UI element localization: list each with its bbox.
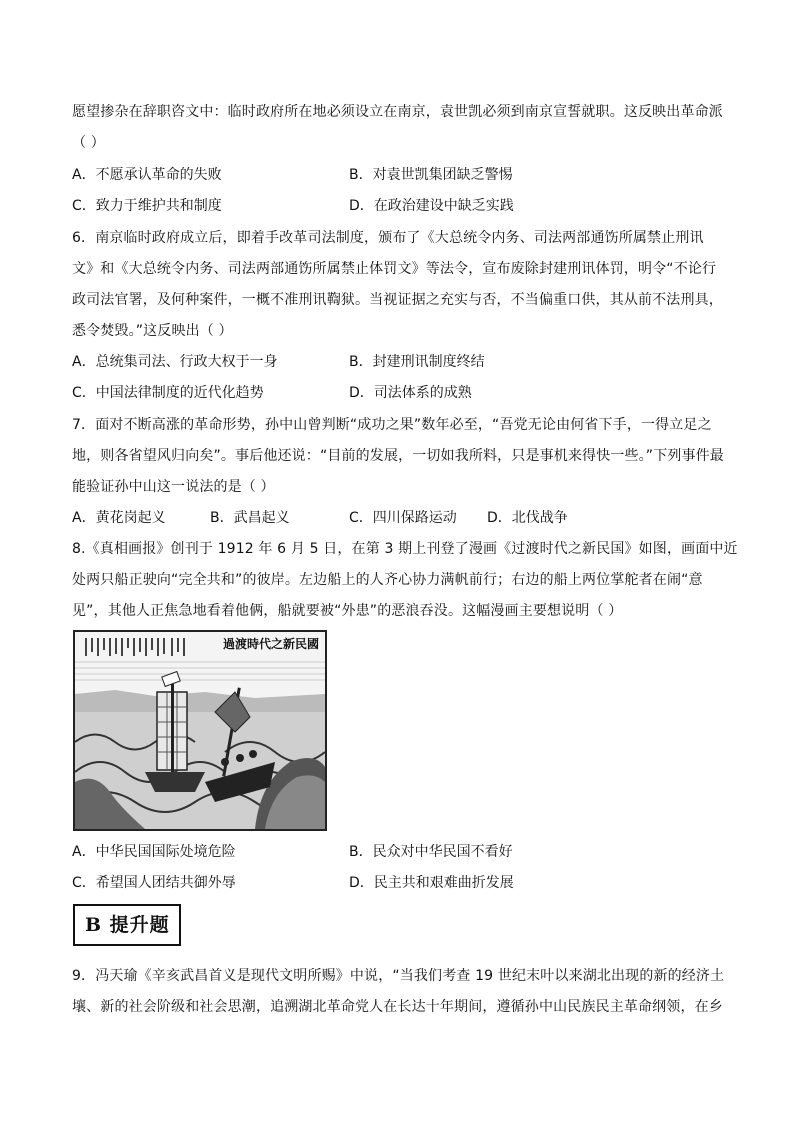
q8-option-d[interactable]: D．民主共和艰难曲折发展 [349, 875, 514, 891]
q8-option-c[interactable]: C．希望国人团结共御外辱 [72, 875, 236, 891]
section-heading-b: B 提升题 [73, 904, 181, 946]
q5-option-a[interactable]: A．不愿承认革命的失败 [72, 167, 222, 183]
q6-option-d[interactable]: D．司法体系的成熟 [349, 385, 472, 401]
q5-option-b[interactable]: B．对袁世凯集团缺乏警惕 [349, 167, 513, 183]
cartoon-title: 過渡時代之新民國 [222, 637, 319, 651]
q5-text-line-1: 愿望掺杂在辞职咨文中：临时政府所在地必须设立在南京，袁世凯必须到南京宣誓就职。这反映出革命派 [72, 104, 723, 120]
q5-option-d[interactable]: D．在政治建设中缺乏实践 [349, 198, 514, 214]
q8-text-line-2: 处两只船正驶向“完全共和”的彼岸。左边船上的人齐心协力满帆前行；右边的船上两位掌舵者在闹“意 [72, 572, 703, 588]
q7-text-line-2: 地，则各省望风归向矣”。事后他还说：“目前的发展，一切如我所料，只是事机来得快一些。”下列事件最 [72, 448, 724, 464]
q6-option-c[interactable]: C．中国法律制度的近代化趋势 [72, 385, 264, 401]
q9-text-line-2: 壤、新的社会阶级和社会思潮，追溯湖北革命党人在长达十年期间，遵循孙中山民族民主革命纲领，在乡 [72, 999, 723, 1015]
q7-option-b[interactable]: B．武昌起义 [210, 510, 290, 526]
q6-text-line-2: 文》和《大总统令内务、司法两部通饬所属禁止体罚文》等法令，宣布废除封建刑讯体罚，明令“不论行 [72, 261, 717, 277]
q7-option-c[interactable]: C．四川保路运动 [349, 510, 457, 526]
q8-option-b[interactable]: B．民众对中华民国不看好 [349, 844, 513, 860]
q6-option-b[interactable]: B．封建刑讯制度终结 [349, 354, 485, 370]
q7-text-line-3: 能验证孙中山这一说法的是（ ） [72, 479, 275, 495]
q6-text-line-3: 政司法官署，及何种案件，一概不准刑讯鞫狱。当视证据之充实与否，不当偏重口供，其从前不法刑具， [72, 292, 723, 308]
q6-text-line-4: 悉令焚毁。”这反映出（ ） [72, 323, 233, 339]
q7-option-d[interactable]: D．北伐战争 [487, 510, 568, 526]
q7-option-a[interactable]: A．黄花岗起义 [72, 510, 166, 526]
q6-option-a[interactable]: A．总统集司法、行政大权于一身 [72, 354, 278, 370]
q7-text-line-1: 7．面对不断高涨的革命形势，孙中山曾判断“成功之果”数年必至，“吾党无论由何省下手，一得立足之 [72, 417, 712, 433]
cartoon-illustration [75, 632, 325, 829]
q9-text-line-1: 9．冯天瑜《辛亥武昌首义是现代文明所赐》中说，“当我们考查 19 世纪末叶以来湖北出现的新的经济土 [72, 968, 725, 984]
q8-text-line-3: 见”，其他人正焦急地看着他俩，船就要被“外患”的恶浪吞没。这幅漫画主要想说明（ ） [72, 603, 623, 619]
q6-text-line-1: 6．南京临时政府成立后，即着手改革司法制度，颁布了《大总统令内务、司法两部通饬所属禁止刑讯 [72, 230, 704, 246]
q5-text-line-2: （ ） [72, 135, 105, 151]
q8-text-line-1: 8.《真相画报》创刊于 1912 年 6 月 5 日，在第 3 期上刊登了漫画《过渡时代之新民国》如图，画面中近 [72, 541, 738, 557]
q5-option-c[interactable]: C．致力于维护共和制度 [72, 198, 222, 214]
q8-option-a[interactable]: A．中华民国国际处境危险 [72, 844, 236, 860]
cartoon-figure [73, 630, 327, 831]
